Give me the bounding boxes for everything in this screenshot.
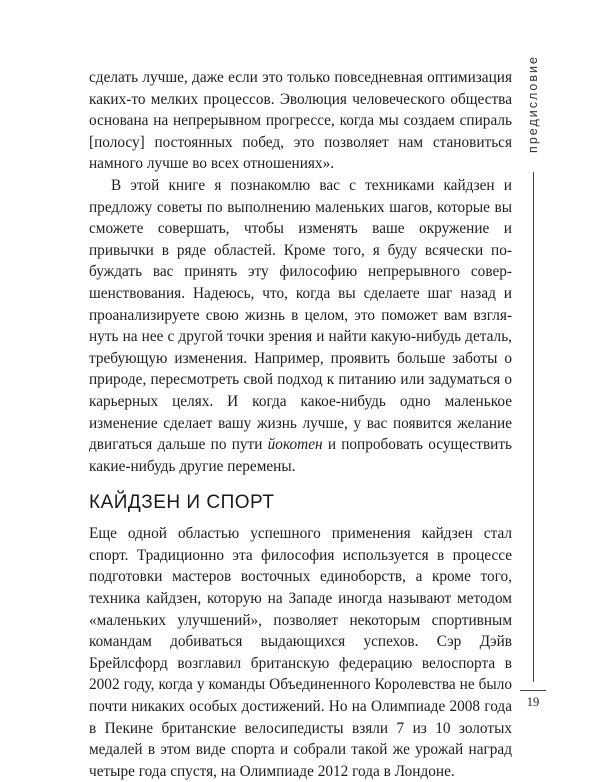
paragraph-text-end: и попробовать осуществить какие-нибудь другие перемены. [89,436,513,475]
page-number: 19 [526,695,540,709]
paragraph-continued: сделать лучше, даже если это только повседневная оптимизация каких-то мелких процессов. Эволюция человеческого общества основана на непрерывном прогрессе, когда мы создаем спираль [полосу] постоянных побед, это позволяет нам становиться намного лучше во всех отношениях». [89,69,512,173]
folio-rule [520,690,546,691]
section-heading: КАЙДЗЕН И СПОРТ [89,492,275,514]
running-head-text: предисловие [526,55,540,153]
italic-term: йокотен [267,436,323,454]
running-head [522,40,544,168]
text-column [89,67,512,782]
section-paragraph: Еще одной областью успешного применения кайдзен стал спорт. Традиционно эта философия используется в процессе подготовки мастеров восточных единоборств, а кроме того, техника кайдзен, которую на Западе иногда называют методом «маленьких улучшений», позволяет некоторым спортивным командам добиваться выдающихся успехов. Сэр Дэйв Брейлсфорд возглавил британскую федерацию велоспорта в 2002 году, когда у команды Объединенного Королевства не было почти никаких особых достижений. Но на Олимпиаде 2008 года в Пекине британские велосипедисты взяли 7 из 10 золотых медалей в этом виде спорта и собрали такой же урожай наград четыре года спустя, на Олимпиаде 2012 года в Лондоне. [89,525,512,780]
paragraph-kaizen-intro [89,175,512,477]
side-rule [533,172,534,682]
paragraph-text: В этой книге я познакомлю вас с техниками кайдзен и предложу советы по выполнению маленьких шагов, которые вы сможете совершать, чтобы изменять ваше окружение и привычки в ряде областей. Кроме того, я буду всячески побуждать вас принять эту философию непрерывного совершенствования. Надеюсь, что, когда вы сделаете шаг назад и проанализируете свою жизнь в целом, это поможет вам взглянуть на нее с другой точки зрения и найти какую-нибудь деталь, требующую изменения. Например, проявить больше заботы о природе, пересмотреть свой подход к питанию или задуматься о карьерных целях. И когда какое-нибудь одно маленькое изменение сделает вашу жизнь лучше, у вас появится желание двигаться дальше по пути [89,176,512,454]
